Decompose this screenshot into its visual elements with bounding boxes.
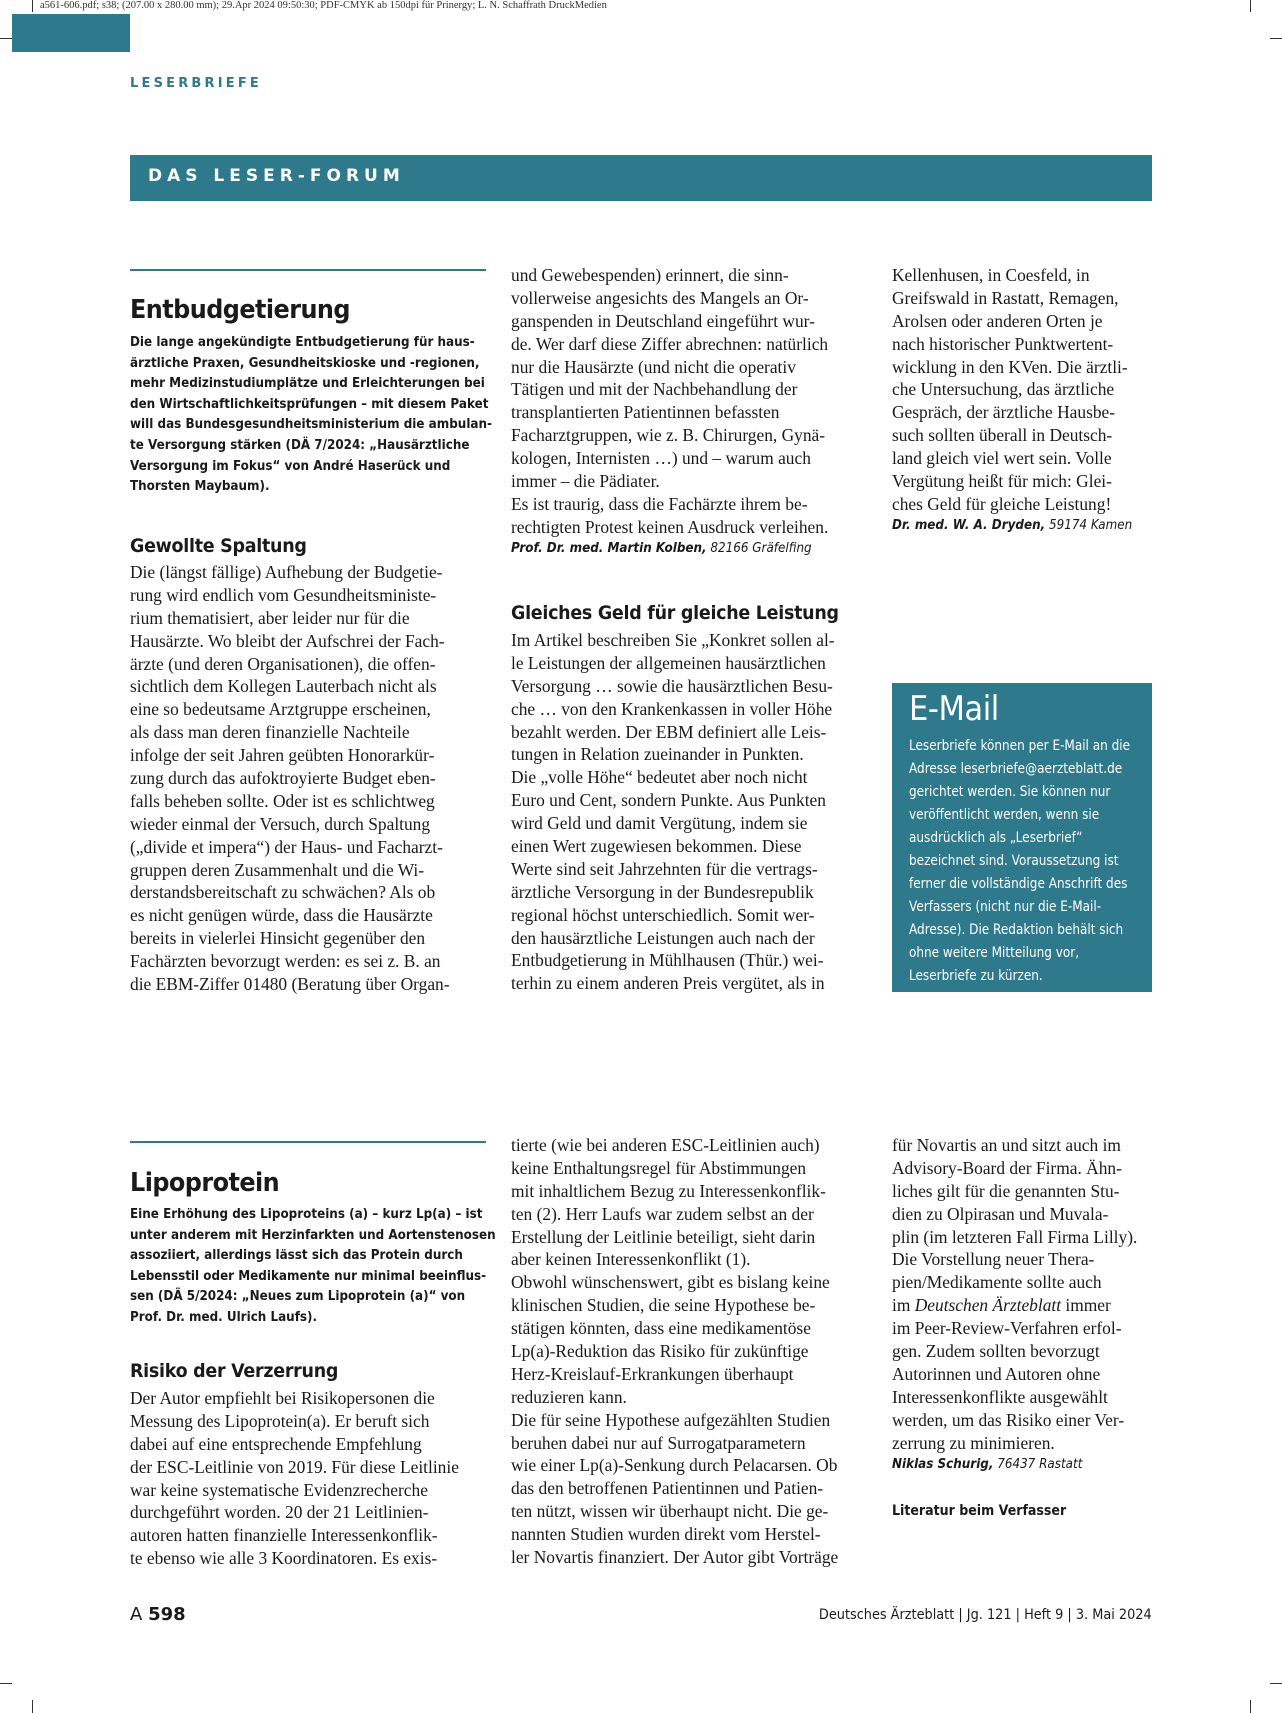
text-line: ches Geld für gleiche Leistung!: [892, 493, 1112, 514]
text-line: bereits in vielerlei Hinsicht gegenüber den: [130, 928, 426, 949]
text-line: Herz-Kreislauf-Erkrankungen überhaupt: [511, 1363, 794, 1384]
text-line: Versorgung … sowie die hausärztlichen Besu-: [511, 675, 833, 696]
text-line: assoziiert, allerdings lässt sich das Protein durch: [130, 1248, 463, 1264]
text-line: Adresse leserbriefe@aerzteblatt.de: [909, 761, 1123, 777]
text-line: wieder einmal der Versuch, durch Spaltung: [130, 813, 431, 834]
text-line: Die (längst fällige) Aufhebung der Budgetie-: [130, 562, 443, 582]
crop-mark: [0, 1683, 12, 1684]
text-line: transplantierten Patientinnen befassten: [511, 402, 780, 423]
text-line: sen (DÄ 5/2024: „Neues zum Lipoprotein (a)“ von: [130, 1289, 466, 1305]
text-line: durchgeführt worden. 20 der 21 Leitlinien-: [130, 1502, 429, 1523]
text-line: einen Wert zugewiesen bekommen. Diese: [511, 836, 802, 857]
text-line: sichtlich dem Kollegen Lauterbach nicht als: [130, 676, 437, 697]
text-line: zerrung zu minimieren.: [892, 1432, 1055, 1453]
text-line: Prof. Dr. med. Ulrich Laufs).: [130, 1309, 318, 1325]
text-line: Greifswald in Rastatt, Remagen,: [892, 287, 1119, 308]
text-line: nannten Studien wurden direkt vom Herstel-: [511, 1524, 821, 1545]
text-line: Obwohl wünschenswert, gibt es bislang keine: [511, 1272, 830, 1293]
text-line: che … von den Krankenkassen in voller Höhe: [511, 698, 833, 719]
author-name: Prof. Dr. med. Martin Kolben,: [511, 541, 707, 556]
text-line: Im Artikel beschreiben Sie „Konkret sollen al-: [511, 630, 835, 650]
text-lines: [892, 1317, 1137, 1454]
text-line: veröffentlicht werden, wenn sie: [909, 807, 1100, 823]
text-line: unter anderem mit Herzinfarkten und Aortenstenosen: [130, 1227, 496, 1243]
crop-mark: [1250, 1700, 1251, 1713]
text-line: ferner die vollständige Anschrift des: [909, 876, 1128, 892]
text-line: den Wirtschaftlichkeitsprüfungen – mit diesem Paket: [130, 396, 489, 412]
email-box-title: E-Mail: [909, 689, 999, 729]
text-line: ten nützt, wissen wir überhaupt nicht. Die ge-: [511, 1501, 829, 1522]
text-fragment: im: [892, 1295, 915, 1316]
text-line: klinischen Studien, die seine Hypothese be-: [511, 1295, 816, 1316]
letter-heading: Gleiches Geld für gleiche Leistung: [511, 602, 839, 624]
email-box-body: [909, 735, 1169, 988]
text-line: der ESC-Leitlinie von 2019. Für diese Leitlinie: [130, 1456, 459, 1477]
forum-banner: [130, 155, 1152, 201]
text-line: falls beheben sollte. Oder ist es schlichtweg: [130, 790, 435, 811]
text-line: Es ist traurig, dass die Fachärzte ihrem be-: [511, 493, 808, 514]
text-line: Vergütung heißt für mich: Glei-: [892, 471, 1112, 492]
text-line: nur die Hausärzte (und nicht die operativ: [511, 356, 796, 377]
text-line: Leserbriefe können per E-Mail an die: [909, 738, 1131, 754]
text-line: Advisory-Board der Firma. Ähn-: [892, 1157, 1122, 1178]
text-line: Fachärzten bevorzugt werden: es sei z. B. an: [130, 951, 441, 972]
letter-body: [511, 629, 835, 995]
letter-body: [511, 1134, 838, 1569]
text-line: Die lange angekündigte Entbudgetierung für haus-: [130, 335, 475, 350]
author-place: 76437 Rastatt: [997, 1457, 1083, 1472]
text-line: plin (im letzteren Fall Firma Lilly).: [892, 1226, 1138, 1247]
text-line: werden, um das Risiko einer Ver-: [892, 1409, 1125, 1430]
text-line: kologen, Internisten …) und – warum auch: [511, 448, 811, 469]
text-line: Autorinnen und Autoren ohne: [892, 1363, 1101, 1384]
text-line: für Novartis an und sitzt auch im: [892, 1135, 1121, 1155]
letter-signature: [892, 518, 1132, 533]
text-line: will das Bundesgesundheitsministerium die ambulan-: [130, 417, 492, 433]
text-line: land gleich viel wert sein. Volle: [892, 448, 1112, 469]
letter-body: [892, 1134, 1137, 1454]
text-line: immer – die Pädiater.: [511, 471, 660, 492]
letter-signature: [511, 541, 812, 556]
text-line: eine so bedeutsame Arztgruppe erscheinen,: [130, 699, 431, 720]
letter-body: [892, 264, 1128, 516]
text-line: Hausärzte. Wo bleibt der Aufschrei der Fach-: [130, 630, 445, 651]
text-line: war keine systematische Evidenzrecherche: [130, 1479, 428, 1500]
text-line: wie einer Lp(a)-Senkung durch Pelacarsen. Ob: [511, 1455, 838, 1476]
crop-mark: [1270, 38, 1282, 39]
text-line: ärztliche Praxen, Gesundheitskioske und -regionen,: [130, 355, 480, 371]
text-line: derstandsbereitschaft zu schwächen? Als ob: [130, 882, 436, 903]
article-title: Lipoprotein: [130, 1168, 280, 1198]
text-line: autoren hatten finanzielle Interessenkonflik-: [130, 1525, 438, 1546]
text-line: wicklung in den KVen. Die ärztli-: [892, 356, 1128, 377]
text-line: regional höchst unterschiedlich. Somit wer-: [511, 904, 815, 925]
page-number: [130, 1604, 186, 1625]
text-line: ler Novartis finanziert. Der Autor gibt Vorträge: [511, 1547, 839, 1568]
text-line: liches gilt für die genannten Stu-: [892, 1180, 1120, 1201]
text-line: bezeichnet sind. Voraussetzung ist: [909, 853, 1119, 869]
text-line: Versorgung im Fokus“ von André Haserück und: [130, 458, 451, 474]
text-line: dabei auf eine entsprechende Empfehlung: [130, 1433, 422, 1454]
text-line: Kellenhusen, in Coesfeld, in: [892, 265, 1090, 285]
section-tab-marker: [12, 14, 130, 52]
letter-heading: Gewollte Spaltung: [130, 535, 307, 557]
text-line: such sollten überall in Deutsch-: [892, 425, 1113, 446]
text-line: Eine Erhöhung des Lipoproteins (a) – kurz Lp(a) – ist: [130, 1207, 483, 1222]
text-line: Facharztgruppen, wie z. B. Chirurgen, Gynä-: [511, 425, 826, 446]
journal-info: Deutsches Ärzteblatt | Jg. 121 | Heft 9 | 3. Mai 2024: [819, 1607, 1152, 1623]
email-info-box: [892, 683, 1152, 992]
text-line: und Gewebespenden) erinnert, die sinn-: [511, 265, 789, 285]
text-line: Entbudgetierung in Mühlhausen (Thür.) wei-: [511, 950, 824, 971]
text-line: dien zu Olpirasan und Muvala-: [892, 1203, 1109, 1224]
text-line: ausdrücklich als „Leserbrief“: [909, 830, 1083, 846]
text-line: Der Autor empfiehlt bei Risikopersonen die: [130, 1388, 435, 1408]
text-line: beruhen dabei nur auf Surrogatparametern: [511, 1432, 806, 1453]
text-line: ärztliche Versorgung in der Bundesrepublik: [511, 881, 814, 902]
text-fragment: immer: [1061, 1295, 1111, 1316]
text-line: Gespräch, der ärztliche Hausbe-: [892, 402, 1116, 423]
text-line: Verfassers (nicht nur die E-Mail-: [909, 899, 1102, 915]
text-line: es nicht genügen würde, dass die Hausärzte: [130, 905, 433, 926]
journal-name: Deutschen Ärzteblatt: [914, 1295, 1062, 1316]
text-line: Erstellung der Leitlinie beteiligt, sieht darin: [511, 1226, 816, 1247]
text-line: das den betroffenen Patientinnen und Patien-: [511, 1478, 824, 1499]
letter-body: [130, 1387, 459, 1570]
text-line: terhin zu einem anderen Preis vergütet, als in: [511, 973, 825, 994]
text-line: zung durch das aufoktroyierte Budget eben-: [130, 768, 436, 789]
page-number-value: 598: [148, 1604, 186, 1625]
text-line: reduzieren kann.: [511, 1386, 627, 1407]
section-label: LESERBRIEFE: [130, 76, 263, 91]
crop-mark: [32, 1700, 33, 1713]
literature-note: Literatur beim Verfasser: [892, 1503, 1067, 1519]
text-line: („divide et impera“) der Haus- und Facharzt-: [130, 836, 443, 857]
text-line: rium thematisiert, aber leider nur für die: [130, 607, 410, 628]
text-line: stätigen könnten, dass eine medikamentöse: [511, 1318, 811, 1339]
letter-signature: [892, 1457, 1082, 1472]
text-line: den hausärztliche Leistungen auch nach der: [511, 927, 815, 948]
text-line: Lp(a)-Reduktion das Risiko für zukünftige: [511, 1341, 809, 1362]
text-line: pien/Medikamente sollte auch: [892, 1272, 1102, 1293]
letter-heading: Risiko der Verzerrung: [130, 1360, 339, 1382]
letter-body: [130, 561, 450, 996]
text-line: bezahlt werden. Der EBM definiert alle Leis-: [511, 721, 827, 742]
text-line: gen. Zudem sollten bevorzugt: [892, 1341, 1100, 1362]
text-line: [892, 1294, 1137, 1317]
text-line: Die Vorstellung neuer Thera-: [892, 1249, 1095, 1270]
text-line: infolge der seit Jahren geübten Honorarkür-: [130, 745, 435, 766]
text-line: Tätigen und mit der Nachbehandlung der: [511, 379, 798, 400]
text-line: Arolsen oder anderen Orten je: [892, 310, 1103, 331]
text-line: ganspenden in Deutschland eingeführt wur-: [511, 310, 815, 331]
text-line: tierte (wie bei anderen ESC-Leitlinien auch): [511, 1135, 820, 1155]
article-rule: [130, 269, 486, 271]
text-line: gerichtet werden. Sie können nur: [909, 784, 1111, 800]
text-line: keine Enthaltungsregel für Abstimmungen: [511, 1157, 807, 1178]
text-line: ohne weitere Mitteilung vor,: [909, 945, 1080, 961]
text-line: de. Wer darf diese Ziffer abrechnen: natürlich: [511, 333, 829, 354]
author-place: 59174 Kamen: [1048, 518, 1133, 533]
text-line: wird Geld und damit Vergütung, indem sie: [511, 813, 808, 834]
text-line: im Peer-Review-Verfahren erfol-: [892, 1318, 1122, 1339]
text-line: Adresse). Die Redaktion behält sich: [909, 922, 1124, 938]
text-line: Werte sind seit Jahrzehnten für die vertrags-: [511, 858, 818, 879]
text-line: te Versorgung stärken (DÄ 7/2024: „Hausärztliche: [130, 437, 470, 453]
text-line: als dass man deren finanzielle Nachteile: [130, 722, 410, 743]
text-line: le Leistungen der allgemeinen hausärztlichen: [511, 652, 826, 673]
text-line: ten (2). Herr Laufs war zudem selbst an der: [511, 1203, 814, 1224]
text-line: Messung des Lipoprotein(a). Er beruft sich: [130, 1410, 430, 1431]
text-line: gruppen deren Zusammenhalt und die Wi-: [130, 859, 425, 880]
text-line: Die für seine Hypothese aufgezählten Studien: [511, 1409, 831, 1430]
text-line: te ebenso wie alle 3 Koordinatoren. Es exis-: [130, 1548, 438, 1569]
text-line: Euro und Cent, sondern Punkte. Aus Punkten: [511, 790, 826, 811]
text-line: vollerweise angesichts des Mangels an Or-: [511, 287, 809, 308]
print-info-line: a561-606.pdf; s38; (207.00 x 280.00 mm); 29.Apr 2024 09:50:30; PDF-CMYK ab 150dpi für Prinergy; L. N. Schaffrath DruckMedien: [40, 0, 607, 11]
crop-mark: [1250, 0, 1251, 12]
author-name: Dr. med. W. A. Dryden,: [892, 518, 1046, 533]
text-line: Thorsten Maybaum).: [130, 479, 270, 495]
article-rule: [130, 1141, 486, 1143]
text-line: mehr Medizinstudiumplätze und Erleichterungen bei: [130, 376, 485, 392]
text-line: Leserbriefe zu kürzen.: [909, 968, 1043, 984]
crop-mark: [32, 0, 33, 12]
text-line: die EBM-Ziffer 01480 (Beratung über Organ-: [130, 974, 450, 995]
page-prefix: A: [130, 1604, 143, 1625]
author-name: Niklas Schurig,: [892, 1457, 994, 1472]
letter-body: [511, 264, 828, 539]
text-line: tungen in Relation zueinander in Punkten.: [511, 744, 804, 765]
text-line: Lebensstil oder Medikamente nur minimal beeinflus-: [130, 1268, 487, 1284]
crop-mark: [0, 38, 12, 39]
article-teaser: [130, 333, 532, 498]
banner-title: DAS LESER-FORUM: [148, 166, 405, 186]
text-line: ärzte (und deren Organisationen), die offen-: [130, 653, 436, 674]
text-line: Die „volle Höhe“ bedeutet aber noch nicht: [511, 767, 808, 788]
text-line: aber keinen Interessenkonflikt (1).: [511, 1249, 751, 1270]
text-line: rechtigten Protest keinen Ausdruck verleihen.: [511, 516, 829, 537]
author-place: 82166 Gräfelfing: [710, 541, 812, 556]
text-line: nach historischer Punktwertent-: [892, 333, 1114, 354]
article-title: Entbudgetierung: [130, 295, 350, 325]
text-line: rung wird endlich vom Gesundheitsministe-: [130, 584, 437, 605]
text-line: Interessenkonflikte ausgewählt: [892, 1386, 1108, 1407]
crop-mark: [1270, 1683, 1282, 1684]
text-line: mit inhaltlichem Bezug zu Interessenkonflik-: [511, 1180, 826, 1201]
text-line: che Untersuchung, das ärztliche: [892, 379, 1115, 400]
article-teaser: [130, 1205, 536, 1329]
